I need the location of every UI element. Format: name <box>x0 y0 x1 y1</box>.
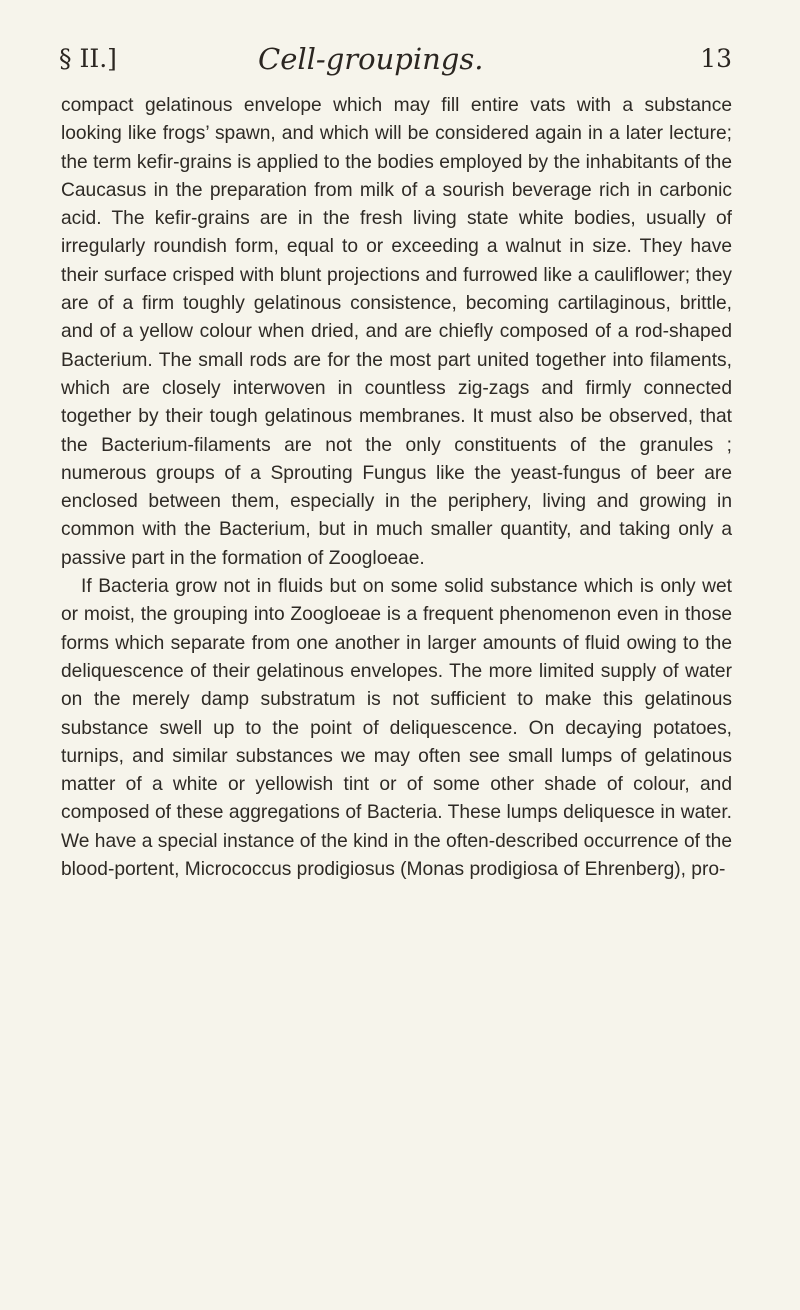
section-marker: § II.] <box>59 44 117 73</box>
body-text <box>61 92 732 884</box>
paragraph: If Bacteria grow not in fluids but on some solid substance which is only wet or moist, the grouping into Zoogloeae is a frequent phenomenon even in those forms which separate from one another in larger amounts of fluid owing to the deliquescence of their gelatinous envelopes. The more limited supply of water on the merely damp substratum is not sufficient to make this gelatinous substance swell up to the point of deliquescence. On decaying potatoes, turnips, and similar substances we may often see small lumps of gelatinous matter of a white or yellowish tint or of some other shade of colour, and composed of these aggregations of Bacteria. These lumps deliquesce in water. We have a special instance of the kind in the often-described occurrence of the blood-portent, Micrococcus prodigiosus (Monas prodigiosa of Ehrenberg), pro- <box>61 576 732 881</box>
running-head <box>59 40 732 80</box>
page-number: 13 <box>700 44 732 73</box>
running-title: Cell-groupings. <box>258 42 484 76</box>
paragraph-continued: compact gelatinous envelope which may fill entire vats with a substance looking like frogs’ spawn, and which will be considered again in a later lecture; the term kefir-grains is applied to the bodies employed by the inhabitants of the Caucasus in the preparation from milk of a sourish beverage rich in carbonic acid. The kefir-grains are in the fresh living state white bodies, usually of irregularly roundish form, equal to or exceeding a walnut in size. They have their surface crisped with blunt projections and furrowed like a cauliflower; they are of a firm toughly gelatinous consistence, becoming cartilaginous, brittle, and of a yellow colour when dried, and are chiefly composed of a rod-shaped Bacterium. The small rods are for the most part united together into filaments, which are closely interwoven in countless zig-zags and firmly connected together by their tough gelatinous membranes. It must also be observed, that the Bacterium-filaments are not the only constituents of the granules ; numerous groups of a Sprouting Fungus like the yeast-fungus of beer are enclosed between them, especially in the periphery, living and growing in common with the Bacterium, but in much smaller quantity, and taking only a passive part in the formation of Zoogloeae. <box>61 95 732 569</box>
